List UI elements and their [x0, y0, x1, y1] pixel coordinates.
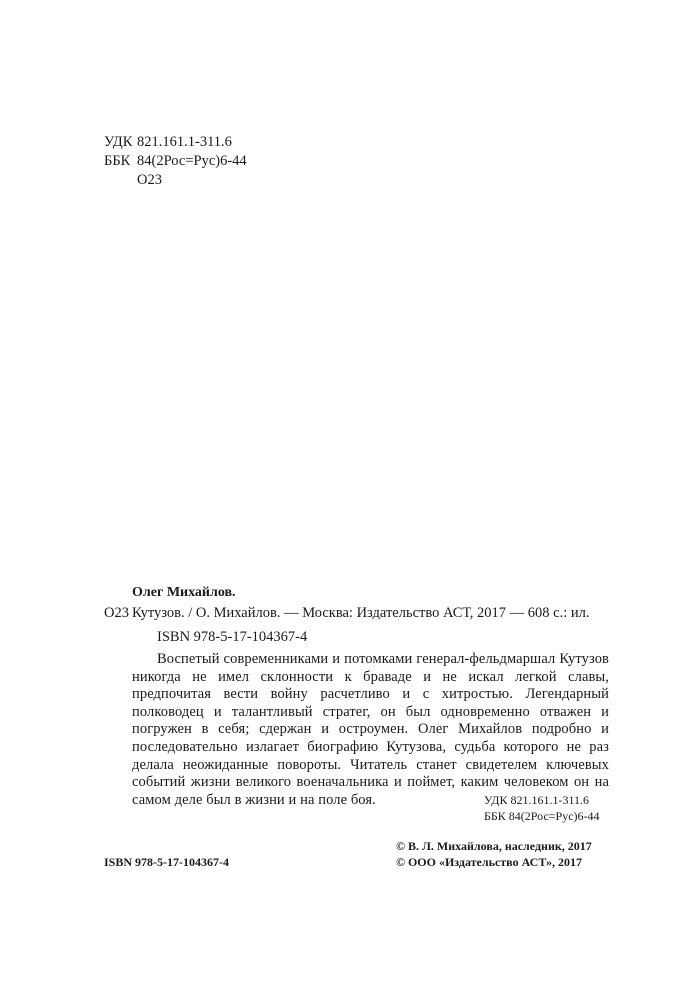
copyright-block	[396, 838, 592, 870]
copyright-publisher: © ООО «Издательство АСТ», 2017	[396, 855, 583, 869]
copyright-heir: © В. Л. Михайлова, наследник, 2017	[396, 839, 592, 853]
bottom-udk: УДК 821.161.1-311.6	[484, 793, 590, 807]
udk-label: УДК	[104, 134, 133, 150]
bbk-value: 84(2Рос=Рус)6-44	[137, 153, 247, 169]
bbk-label: ББК	[104, 153, 131, 169]
udk-value: 821.161.1-311.6	[137, 134, 232, 150]
author-heading: Олег Михайлов.	[132, 585, 236, 600]
bbk-row	[104, 152, 247, 171]
author-sign-row	[104, 171, 247, 190]
bottom-classification	[484, 792, 600, 824]
record-isbn: ISBN 978-5-17-104367-4	[157, 629, 308, 645]
bibliographic-description: Кутузов. / О. Михайлов. — Москва: Издательство АСТ, 2017 — 608 с.: ил.	[132, 605, 590, 621]
classification-block	[104, 133, 247, 190]
record-author-sign: О23	[104, 605, 129, 621]
bottom-isbn: ISBN 978-5-17-104367-4	[104, 855, 229, 869]
bottom-bbk: ББК 84(2Рос=Рус)6-44	[484, 809, 600, 823]
author-sign: О23	[137, 172, 162, 188]
udk-row	[104, 133, 247, 152]
abstract-text: Воспетый современниками и потомками генерал-фельдмаршал Кутузов никогда не имел склонности к браваде и не искал легкой славы, предпочитая вести войну расчетливо и с хитростью. Легендарный полководец и талантливый стратег, он был одновременно отважен и погружен в себя; сдержан и остроумен. Олег Михайлов подробно и последовательно излагает биографию Кутузова, судьба которого не раз делала неожиданные повороты. Читатель станет свидетелем ключевых событий жизни великого военачальника и поймет, каким человеком он на самом деле был в жизни и на поле боя.	[132, 651, 609, 808]
